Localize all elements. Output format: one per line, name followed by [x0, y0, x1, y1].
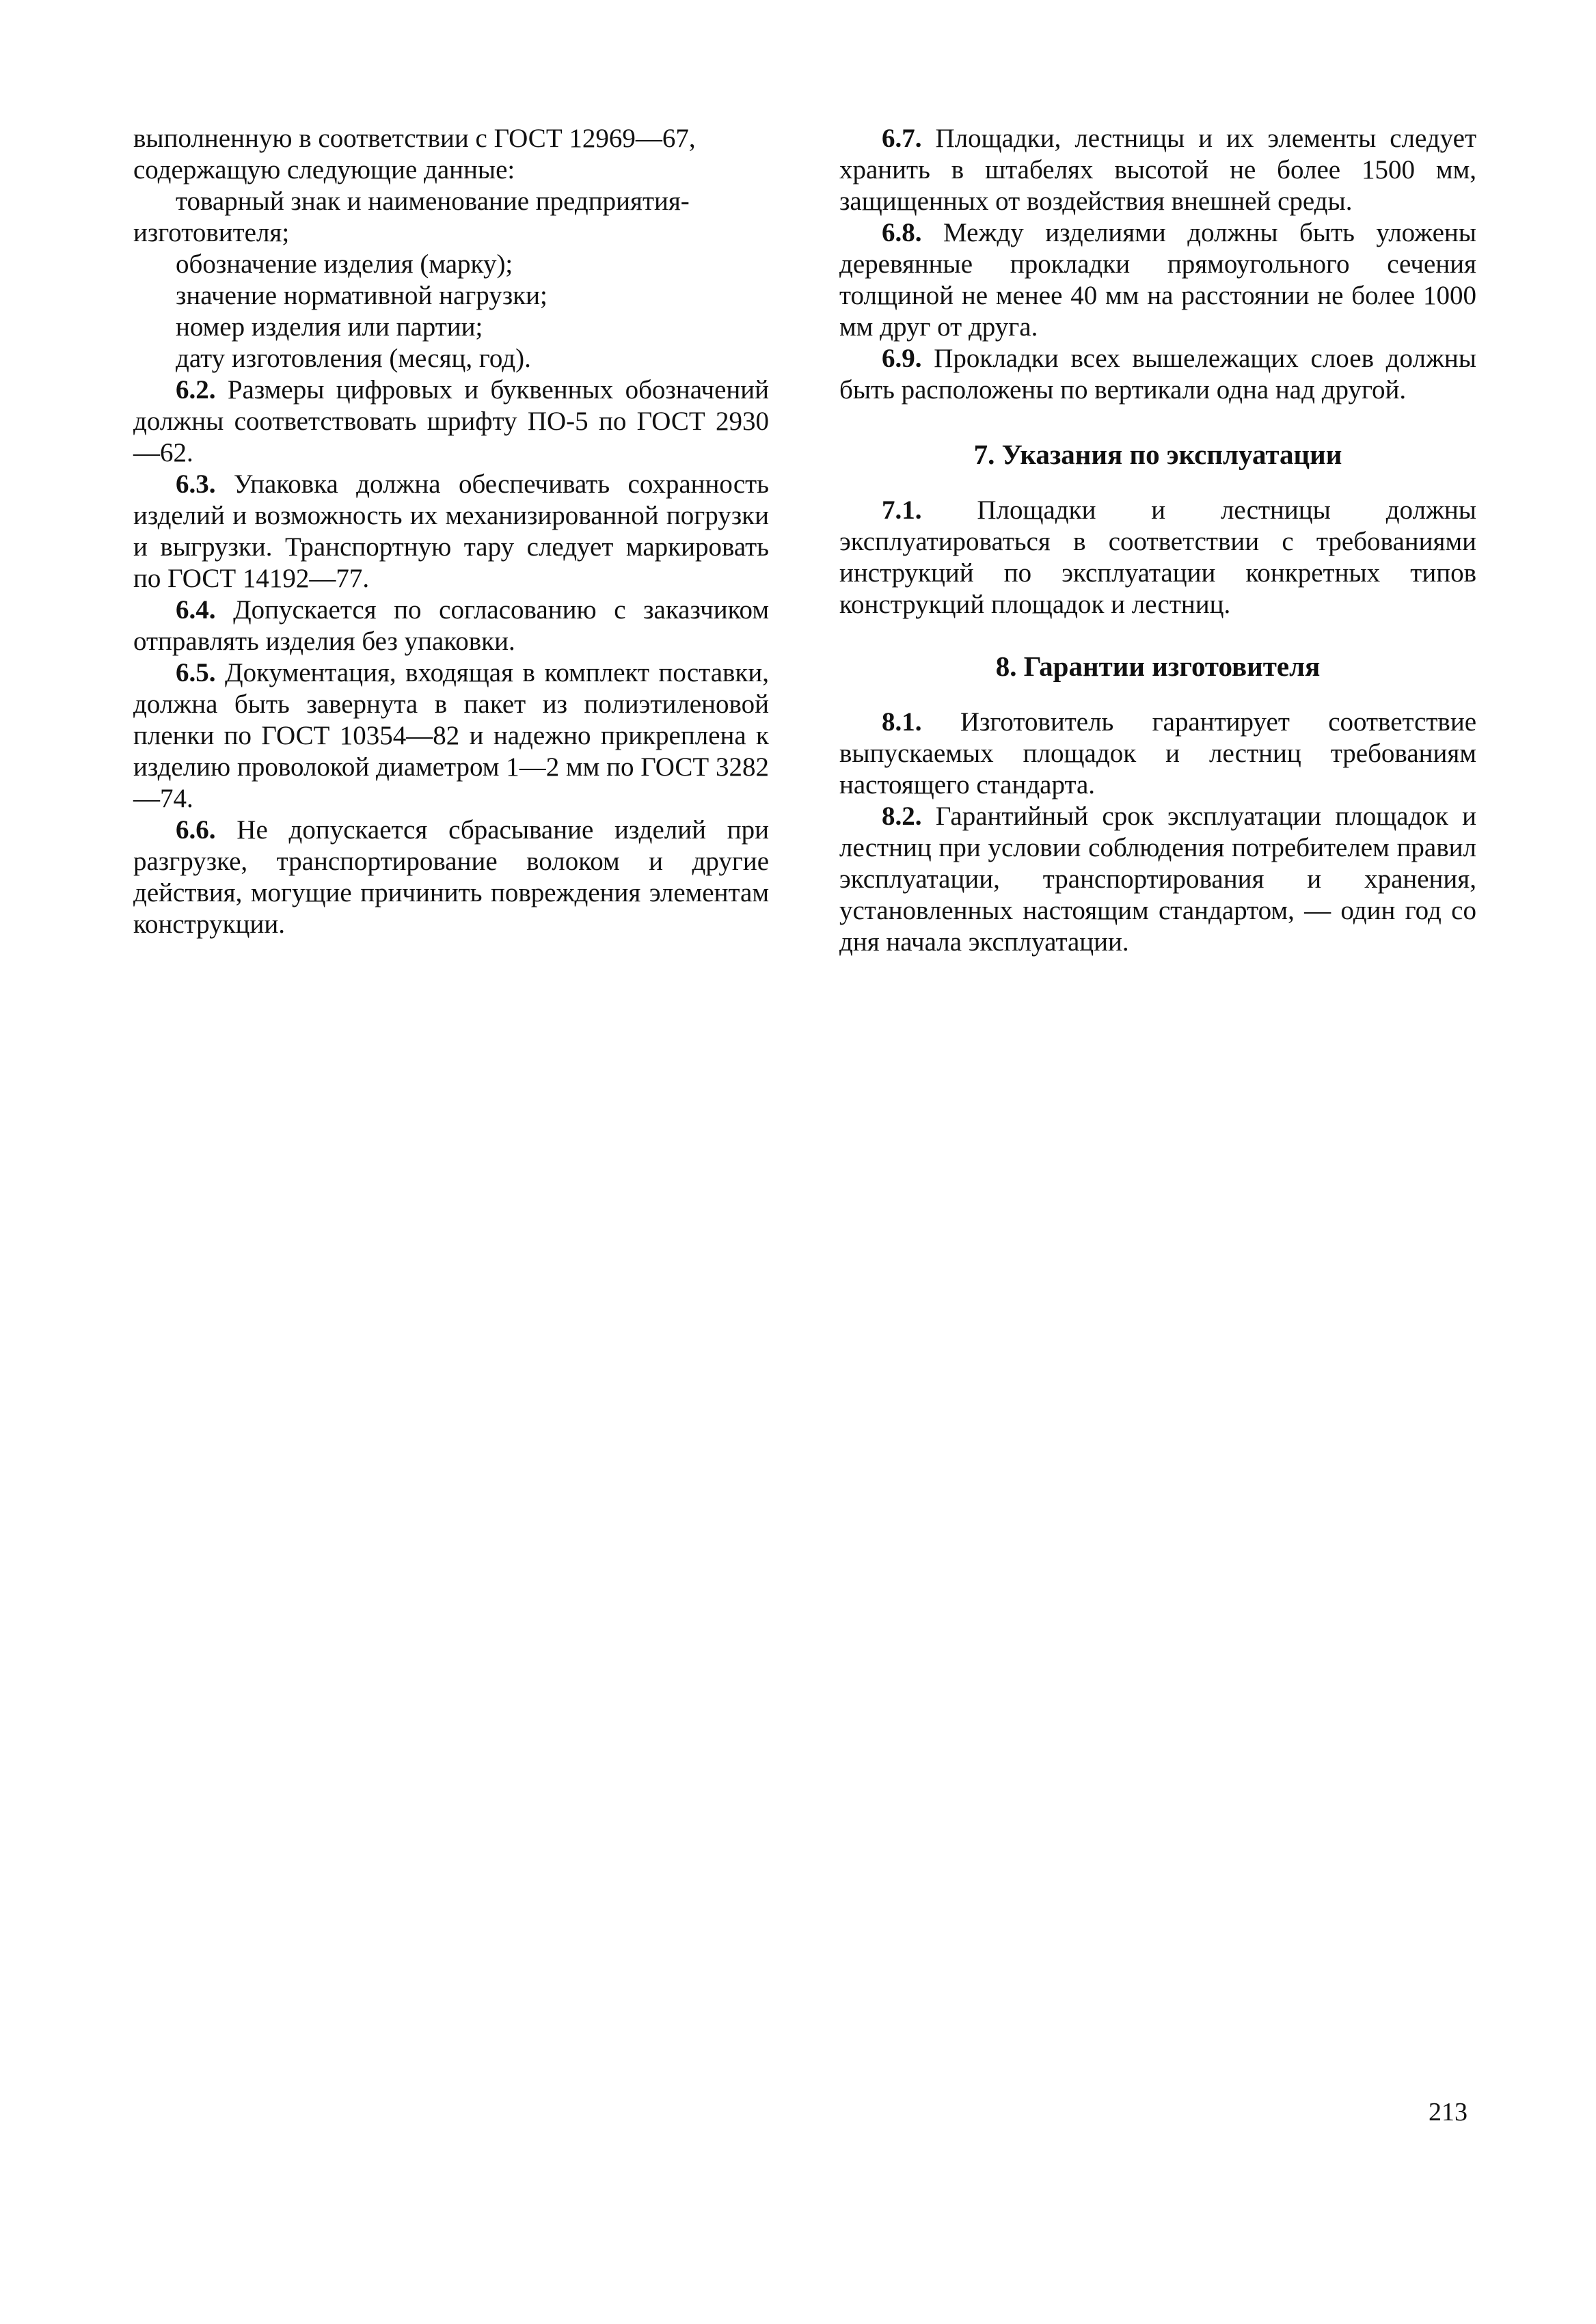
clause-text: Упаковка должна обеспечивать сохранность изделий и возможность их механизированной погрузки и выгрузки. Транспортную тару следует маркировать по ГОСТ 14192—77. [133, 469, 770, 593]
clause-text: Допускается по согласованию с заказчиком отправлять изделия без упаковки. [133, 595, 769, 656]
list-item: обозначение изделия (марку); [176, 249, 513, 279]
clause-text: Между изделиями должны быть уложены деревянные прокладки прямоугольного сечения толщиной не менее 40 мм на расстоянии не более 1000 мм друг от друга. [839, 218, 1476, 342]
clause-number: 6.5. [176, 658, 216, 687]
clause-6-2 [133, 374, 769, 469]
clause-number: 7.1. [882, 495, 922, 525]
clause-number: 6.2. [176, 375, 216, 405]
clause-6-3 [133, 469, 769, 594]
clause-6-7 [839, 123, 1476, 217]
clause-number: 8.2. [882, 802, 922, 831]
list-item: дату изготовления (месяц, год). [176, 344, 531, 373]
list-item: номер изделия или партии; [176, 312, 483, 342]
section-8-heading: 8. Гарантии изготовителя [995, 651, 1321, 682]
clause-text: Не допускается сбрасывание изделий при разгрузке, транспортирование волоком и другие действия, могущие причинить повреждения элементам конструкции. [133, 815, 769, 939]
left-column [133, 123, 769, 940]
clause-text: Размеры цифровых и буквенных обозначений должны соответствовать шрифту ПО-5 по ГОСТ 2930—62. [133, 375, 769, 467]
clause-text: Документация, входящая в комплект поставки, должна быть завернута в пакет из полиэтиленовой пленки по ГОСТ 10354—82 и надежно прикреплена к изделию проволокой диаметром 1—2 мм по ГОСТ 3282—74. [133, 658, 770, 813]
clause-number: 6.4. [176, 595, 216, 625]
clause-text: Гарантийный срок эксплуатации площадок и лестниц при условии соблюдения потребителем правил эксплуатации, транспортирования и хранения, установленных настоящим стандартом, — один год со дня начала эксплуатации. [839, 802, 1477, 957]
intro-line-1: выполненную в соответствии с ГОСТ 12969—67, [133, 124, 696, 153]
clause-6-6 [133, 815, 769, 940]
clause-number: 6.6. [176, 815, 216, 845]
intro-line-2: содержащую следующие данные: [133, 155, 515, 184]
section-7-heading: 7. Указания по эксплуатации [973, 439, 1342, 470]
clause-number: 8.1. [882, 707, 922, 737]
clause-number: 6.7. [882, 124, 922, 153]
clause-6-5 [133, 657, 769, 815]
clause-8-2 [839, 801, 1476, 958]
clause-6-9 [839, 343, 1476, 406]
list-item: товарный знак и наименование предприятия-изготовителя; [133, 187, 690, 247]
clause-6-8 [839, 217, 1476, 343]
clause-text: Площадки, лестницы и их элементы следует хранить в штабелях высотой не более 1500 мм, защищенных от воздействия внешней среды. [839, 124, 1476, 216]
clause-7-1 [839, 495, 1476, 620]
clause-number: 6.8. [882, 218, 922, 247]
list-item: значение нормативной нагрузки; [176, 281, 547, 310]
clause-number: 6.9. [882, 344, 922, 373]
clause-8-1 [839, 707, 1476, 801]
clause-text: Площадки и лестницы должны эксплуатироваться в соответствии с требованиями инструкций по эксплуатации конкретных типов конструкций площадок и лестниц. [839, 495, 1477, 619]
clause-text: Прокладки всех вышележащих слоев должны быть расположены по вертикали одна над другой. [839, 344, 1476, 405]
clause-number: 6.3. [176, 469, 216, 499]
clause-6-4 [133, 594, 769, 657]
clause-text: Изготовитель гарантирует соответствие выпускаемых площадок и лестниц требованиям настоящего стандарта. [839, 707, 1477, 799]
right-column [839, 123, 1476, 958]
page-number: 213 [1429, 2098, 1467, 2127]
